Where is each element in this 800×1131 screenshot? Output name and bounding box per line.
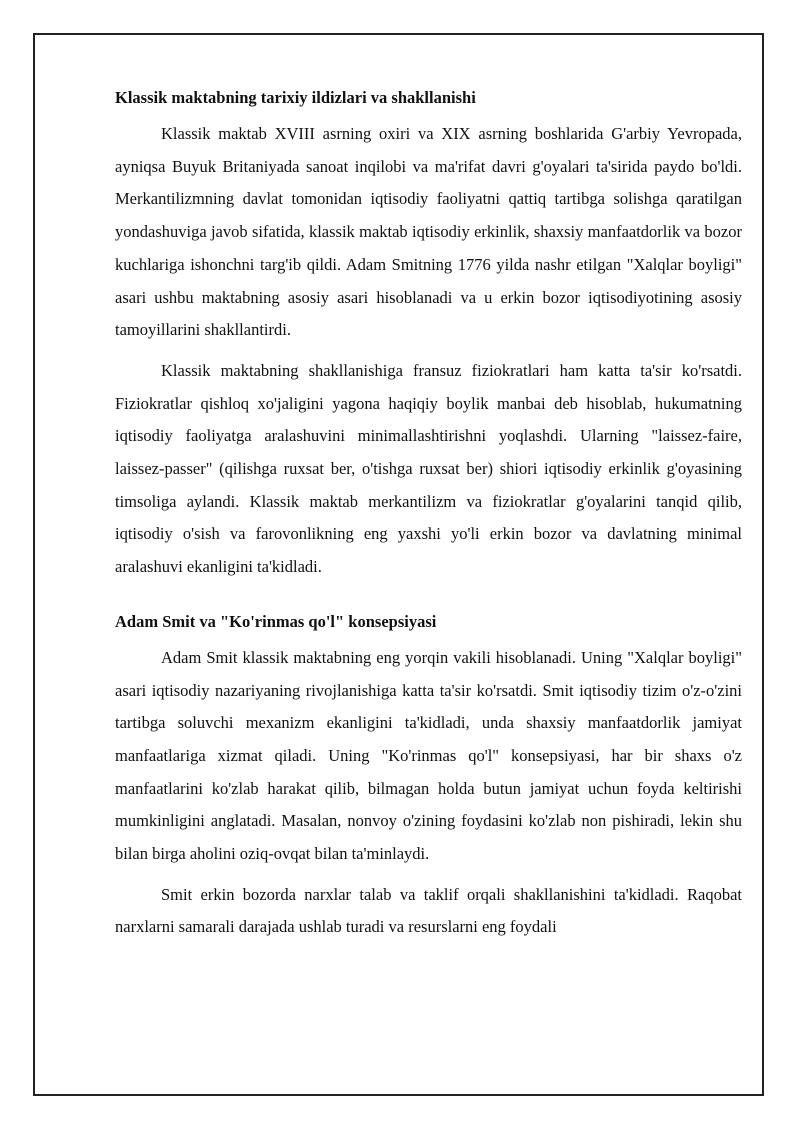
section-heading-invisible-hand: Adam Smit va "Ko'rinmas qo'l" konsepsiyasi [115,611,437,631]
paragraph-physiocrats-influence: Klassik maktabning shakllanishiga fransuz fiziokratlari ham katta ta'sir ko'rsatdi. Fiziokratlar qishloq xo'jaligini yagona haqiqiy boylik manbai deb hisoblab, hukumatning iqtisodiy faoliyatga aralashuvini minimallashtirishni yoqlashdi. Ularning "laissez-faire, laissez-passer" (qilishga ruxsat ber, o'tishga ruxsat ber) shiori iqtisodiy erkinlik g'oyasining timsoliga aylandi. Klassik maktab merkantilizm va fiziokratlar g'oyalarini tanqid qilib, iqtisodiy o'sish va farovonlikning eng yaxshi yo'li erkin bozor va davlatning minimal aralashuvi ekanligini ta'kidladi. [115,360,742,577]
document-body [115,86,742,952]
paragraph-classical-origins: Klassik maktab XVIII asrning oxiri va XIX asrning boshlarida G'arbiy Yevropada, ayniqsa Buyuk Britaniyada sanoat inqilobi va ma'rifat davri g'oyalari ta'sirida paydo bo'ldi. Merkantilizmning davlat tomonidan iqtisodiy faoliyatni qattiq tartibga solishga qaratilgan yondashuviga javob sifatida, klassik maktab iqtisodiy erkinlik, shaxsiy manfaatdorlik va bozor kuchlariga ishonchni targ'ib qildi. Adam Smitning 1776 yilda nashr etilgan "Xalqlar boyligi" asari ushbu maktabning asosiy asari hisoblanadi va u erkin bozor iqtisodiyotining asosiy tamoyillarini shakllantirdi. [115,124,742,340]
paragraph-adam-smith: Adam Smit klassik maktabning eng yorqin vakili hisoblanadi. Uning "Xalqlar boyligi" asari iqtisodiy nazariyaning rivojlanishiga katta ta'sir ko'rsatdi. Smit iqtisodiy tizim o'z-o'zini tartibga soluvchi mexanizm ekanligini ta'kidladi, unda shaxsiy manfaatdorlik jamiyat manfaatlariga xizmat qiladi. Uning "Ko'rinmas qo'l" konsepsiyasi, har bir shaxs o'z manfaatlarini ko'zlab harakat qilib, bilmagan holda butun jamiyat uchun foyda keltirishi mumkinligini anglatadi. Masalan, nonvoy o'zining foydasini ko'zlab non pishiradi, lekin shu bilan birga aholini oziq-ovqat bilan ta'minlaydi. [115,647,742,864]
section-heading-classical-roots: Klassik maktabning tarixiy ildizlari va shakllanishi [115,88,476,107]
paragraph-free-market-prices: Smit erkin bozorda narxlar talab va taklif orqali shakllanishini ta'kidladi. Raqobat narxlarni samarali darajada ushlab turadi va resurslarni eng foydali [115,884,742,937]
